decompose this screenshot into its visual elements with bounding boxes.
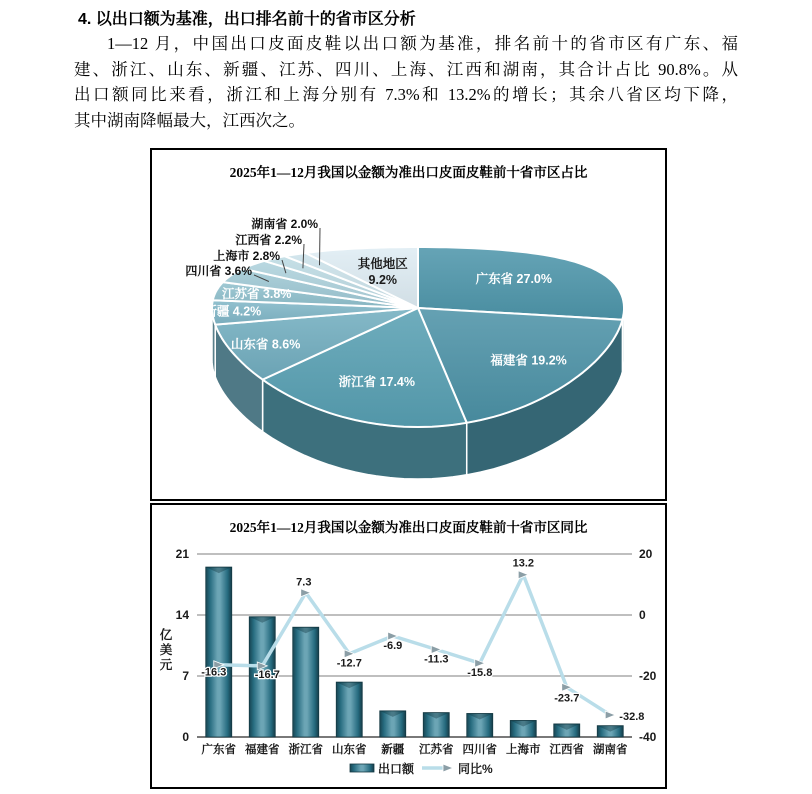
- body-paragraph: [74, 31, 738, 133]
- category-label-6: 四川省: [462, 744, 497, 756]
- pie-slice-label-3: 山东省 8.6%: [230, 337, 301, 352]
- right-axis-tick: 0: [639, 608, 646, 622]
- left-axis-title: 美: [159, 643, 173, 657]
- pie-slice-label-10-value: 9.2%: [368, 273, 398, 288]
- pie-slice-label-1: 福建省 19.2%: [490, 353, 567, 368]
- legend-label-bars: 出口额: [378, 762, 415, 776]
- bar-3: [336, 682, 362, 737]
- category-label-9: 湖南省: [593, 744, 628, 756]
- line-data-label-7: 13.2: [512, 557, 535, 570]
- line-data-label-1: -16.7: [254, 668, 280, 681]
- line-data-label-4: -6.9: [383, 640, 403, 652]
- pie-slice-label-2: 浙江省 17.4%: [338, 375, 416, 389]
- right-axis-tick: 20: [639, 547, 653, 561]
- line-data-label-2: 7.3: [296, 576, 312, 589]
- category-label-7: 上海市: [506, 744, 541, 756]
- pie-slice-label-0: 广东省 27.0%: [475, 272, 553, 286]
- pie-slice-label-10: 其他地区: [357, 257, 408, 272]
- section-heading: 4. 以出口额为基准，出口排名前十的省市区分析: [78, 11, 416, 28]
- pie-leader-line: [320, 228, 321, 265]
- category-label-1: 福建省: [245, 744, 280, 756]
- legend-label-line: 同比%: [458, 762, 493, 776]
- pie-slice-label-6: 四川省 3.6%: [185, 264, 252, 278]
- left-axis-tick: 14: [175, 608, 189, 622]
- left-axis-tick: 21: [175, 547, 189, 561]
- paragraph-line: 1—12 月，中国出口皮面皮鞋以出口额为基准，排名前十的省市区有广东、福: [107, 34, 738, 53]
- pie-slice-label-7: 上海市 2.8%: [213, 249, 280, 263]
- pie-slice-label-4: 新疆 4.2%: [204, 304, 262, 319]
- right-axis-tick: -20: [639, 669, 657, 683]
- paragraph-line: 出口额同比来看，浙江和上海分别有 7.3%和 13.2%的增长；其余八省区均下降，: [74, 85, 738, 104]
- category-label-4: 新疆: [381, 744, 405, 756]
- bar-line-chart-figure: [150, 503, 667, 789]
- pie-slice-label-8: 江西省 2.2%: [235, 233, 302, 247]
- left-axis-title: 元: [159, 658, 173, 672]
- category-label-3: 山东省: [332, 744, 367, 756]
- right-axis-tick: -40: [639, 730, 657, 744]
- paragraph-line: 其中湖南降幅最大，江西次之。: [74, 110, 305, 130]
- bar-0: [206, 567, 232, 737]
- left-axis-tick: 0: [182, 730, 189, 744]
- pie-chart-title: 2025年1—12月我国以金额为准出口皮面皮鞋前十省市区占比: [229, 165, 588, 180]
- left-axis-tick: 7: [182, 669, 189, 683]
- line-data-label-6: -15.8: [467, 667, 493, 680]
- category-label-0: 广东省: [201, 744, 236, 756]
- line-data-label-8: -23.7: [554, 692, 580, 705]
- bar-chart-title: 2025年1—12月我国以金额为准出口皮面皮鞋前十省市区同比: [229, 520, 588, 535]
- bar-line-chart: [152, 505, 665, 787]
- pie-chart: [152, 150, 665, 499]
- line-series: [219, 575, 611, 715]
- category-label-5: 江苏省: [419, 744, 454, 756]
- bar-2: [293, 627, 319, 737]
- category-label-8: 江西省: [549, 744, 584, 756]
- line-data-label-3: -12.7: [336, 657, 362, 670]
- pie-chart-figure: [150, 148, 667, 501]
- line-data-label-5: -11.3: [424, 653, 449, 666]
- pie-slice-label-5: 江苏省 3.8%: [221, 287, 292, 302]
- line-data-label-9: -32.8: [619, 711, 645, 723]
- pie-slice-label-9: 湖南省 2.0%: [251, 217, 318, 231]
- legend-bar-swatch: [350, 764, 374, 772]
- left-axis-title: 亿: [159, 628, 173, 642]
- legend-arrow-marker: [443, 764, 453, 772]
- category-label-2: 浙江省: [288, 744, 323, 756]
- paragraph-line: 建、浙江、山东、新疆、江苏、四川、上海、江西和湖南，其合计占比 90.8%。从: [74, 59, 738, 79]
- line-marker-9: [605, 711, 615, 719]
- line-data-label-0: -16.3: [201, 666, 227, 679]
